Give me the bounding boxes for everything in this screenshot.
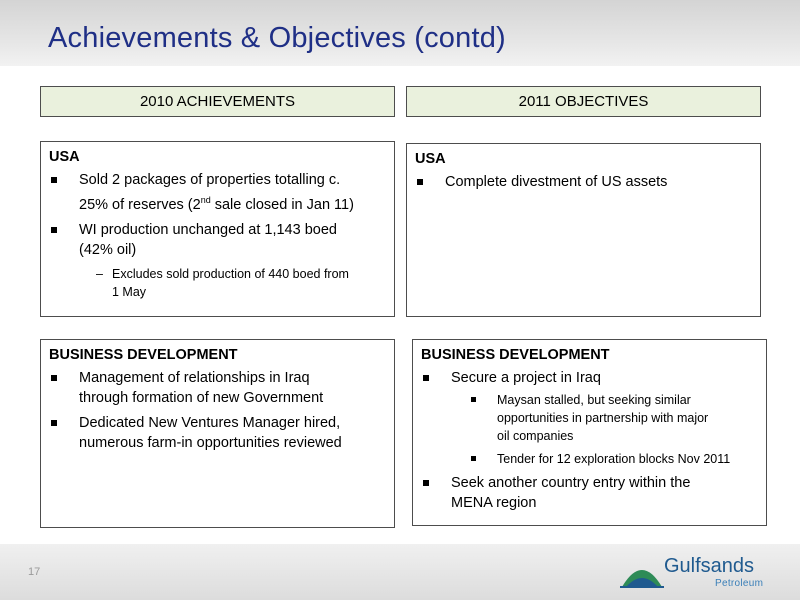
list-item (415, 172, 752, 192)
usa-2010-panel (40, 141, 395, 317)
sub-bullet-text: Excludes sold production of 440 boed from 1 May (112, 266, 349, 299)
square-bullet-icon (471, 456, 476, 461)
square-bullet-icon (51, 227, 57, 233)
list-item (49, 368, 386, 408)
logo-name: Gulfsands (664, 555, 755, 577)
panel-heading: USA (415, 151, 446, 167)
list-item (49, 170, 386, 215)
business-development-2011-panel (412, 339, 767, 526)
square-bullet-icon (417, 179, 423, 185)
header-2010-achievements: 2010 ACHIEVEMENTS (40, 86, 395, 117)
square-bullet-icon (51, 177, 57, 183)
list-item (49, 220, 386, 260)
square-bullet-icon (423, 480, 429, 486)
slide-number: 17 (28, 566, 41, 578)
logo-subtitle: Petroleum (715, 578, 764, 589)
square-bullet-icon (51, 375, 57, 381)
list-item (421, 473, 758, 513)
business-development-2010-panel (40, 339, 395, 528)
square-bullet-icon (51, 420, 57, 426)
panel-heading: USA (49, 149, 80, 165)
gulfsands-logo-icon (620, 557, 664, 591)
list-item (49, 413, 386, 453)
square-bullet-icon (423, 375, 429, 381)
bullet-text: Seek another country entry within the MENA region (451, 475, 691, 511)
usa-2011-panel (406, 143, 761, 317)
bullet-text: Secure a project in Iraq (451, 370, 601, 386)
panel-heading: BUSINESS DEVELOPMENT (49, 347, 238, 363)
panel-heading: BUSINESS DEVELOPMENT (421, 347, 610, 363)
sub-list-item (421, 450, 758, 468)
sub-list-item (421, 391, 758, 445)
bullet-text: Management of relationships in Iraq through formation of new Government (79, 370, 324, 406)
dash-bullet-icon: – (96, 266, 103, 281)
slide-title: Achievements & Objectives (contd) (48, 22, 506, 54)
square-bullet-icon (471, 397, 476, 402)
gulfsands-logo (620, 553, 770, 593)
bullet-text: Sold 2 packages of properties totalling c. 25% of reserves (2nd sale closed in Jan 11) (79, 172, 354, 213)
bullet-text: Complete divestment of US assets (445, 174, 668, 190)
header-2011-objectives: 2011 OBJECTIVES (406, 86, 761, 117)
sub-list-item (49, 265, 386, 301)
sub-bullet-text: Maysan stalled, but seeking similar opportunities in partnership with major oil companies (497, 393, 709, 443)
list-item (421, 368, 758, 388)
bullet-text: Dedicated New Ventures Manager hired, numerous farm-in opportunities reviewed (79, 415, 342, 451)
sub-bullet-text: Tender for 12 exploration blocks Nov 2011 (497, 452, 731, 466)
bullet-text: WI production unchanged at 1,143 boed (42% oil) (79, 221, 337, 258)
